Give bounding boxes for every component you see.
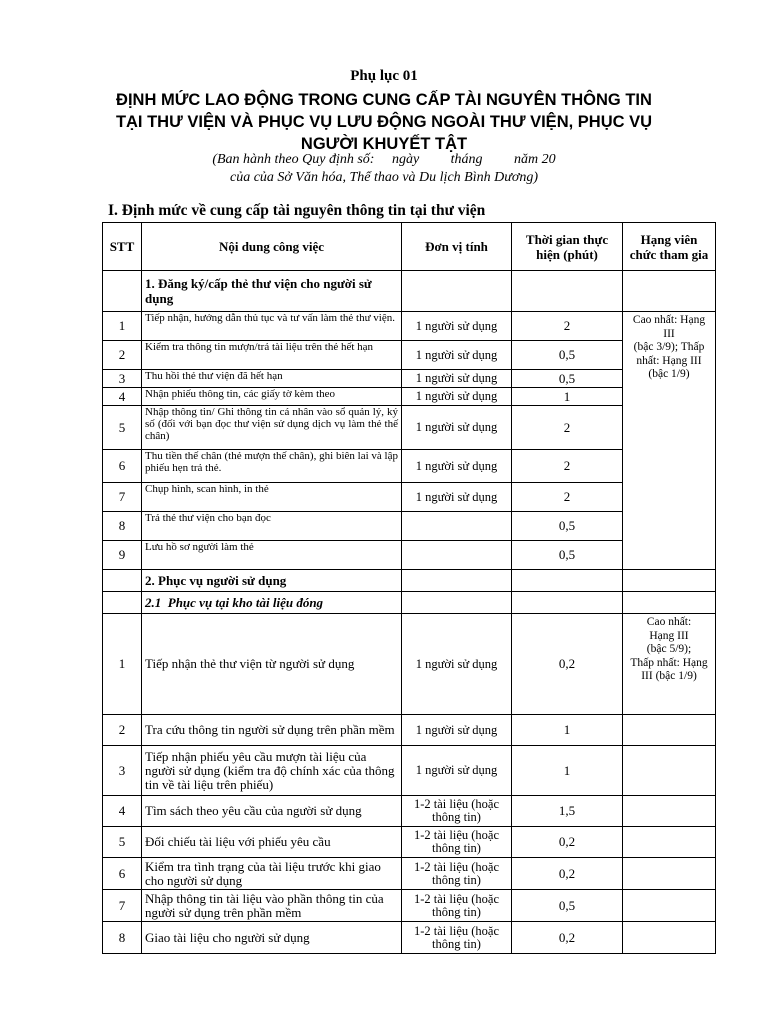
row-task: Tra cứu thông tin người sử dụng trên phần mềm (142, 715, 402, 746)
table-cell (402, 570, 512, 592)
row-stt: 1 (103, 614, 142, 715)
table-cell (402, 271, 512, 312)
table-cell (512, 271, 623, 312)
table-row (103, 827, 716, 858)
row-stt: 3 (103, 370, 142, 388)
row-time: 0,2 (512, 858, 623, 890)
row-task: Nhập thông tin/ Ghi thông tin cá nhân vào sổ quản lý, ký số (đối với bạn đọc thư viện sử dụng dịch vụ làm thẻ thế chân) (142, 406, 402, 450)
group-title: 2. Phục vụ người sử dụng (142, 570, 402, 592)
table-row (103, 922, 716, 954)
row-stt: 5 (103, 827, 142, 858)
table-cell (623, 858, 716, 890)
row-time: 2 (512, 450, 623, 483)
row-time: 0,5 (512, 370, 623, 388)
row-unit: 1-2 tài liệu (hoặc thông tin) (402, 922, 512, 954)
table-cell (103, 271, 142, 312)
table-row (103, 312, 716, 341)
row-stt: 9 (103, 541, 142, 570)
row-task: Tiếp nhận, hướng dẫn thủ tục và tư vấn làm thẻ thư viện. (142, 312, 402, 341)
subtitle-line: (Ban hành theo Quy định số: ngày tháng năm 20 (212, 152, 556, 167)
row-unit: 1-2 tài liệu (hoặc thông tin) (402, 858, 512, 890)
row-task: Đối chiếu tài liệu với phiếu yêu cầu (142, 827, 402, 858)
row-time: 1 (512, 388, 623, 406)
rank-note: Cao nhất: Hạng III (bậc 5/9); Thấp nhất: Hạng III (bậc 1/9) (623, 614, 716, 715)
row-task: Kiểm tra tình trạng của tài liệu trước khi giao cho người sử dụng (142, 858, 402, 890)
header-stt: STT (103, 223, 142, 271)
table-row (103, 614, 716, 715)
row-stt: 6 (103, 858, 142, 890)
row-unit: 1 người sử dụng (402, 406, 512, 450)
group-row (103, 271, 716, 312)
row-time: 0,5 (512, 541, 623, 570)
table-cell (623, 922, 716, 954)
row-unit: 1 người sử dụng (402, 450, 512, 483)
row-time: 0,5 (512, 512, 623, 541)
header-rank: Hạng viên chức tham gia (623, 223, 716, 271)
table-row (103, 746, 716, 796)
row-time: 0,2 (512, 922, 623, 954)
row-unit: 1-2 tài liệu (hoặc thông tin) (402, 890, 512, 922)
row-unit: 1-2 tài liệu (hoặc thông tin) (402, 796, 512, 827)
table-cell (623, 570, 716, 592)
subgroup-row (103, 592, 716, 614)
row-unit: 1-2 tài liệu (hoặc thông tin) (402, 827, 512, 858)
table-cell (103, 592, 142, 614)
row-stt: 3 (103, 746, 142, 796)
row-task: Thu tiền thế chân (thẻ mượn thế chân), ghi biên lai và lập phiếu hẹn trả thẻ. (142, 450, 402, 483)
row-stt: 7 (103, 890, 142, 922)
row-task: Tiếp nhận phiếu yêu cầu mượn tài liệu của người sử dụng (kiểm tra độ chính xác của thông tin về tài liệu trên phiếu) (142, 746, 402, 796)
row-time: 2 (512, 312, 623, 341)
header-task: Nội dung công việc (142, 223, 402, 271)
title-line: NGƯỜI KHUYẾT TẬT (300, 135, 468, 153)
group-title: 1. Đăng ký/cấp thẻ thư viện cho người sử dụng (142, 271, 402, 312)
table-cell (512, 592, 623, 614)
table-cell (623, 890, 716, 922)
table-cell (623, 271, 716, 312)
row-time: 2 (512, 483, 623, 512)
row-unit (402, 512, 512, 541)
row-task: Giao tài liệu cho người sử dụng (142, 922, 402, 954)
rank-note: Cao nhất: Hạng III (bậc 3/9); Thấp nhất: Hạng III (bậc 1/9) (623, 312, 716, 570)
table-cell (623, 715, 716, 746)
row-time: 1 (512, 715, 623, 746)
table-cell (623, 827, 716, 858)
subgroup-title: 2.1 Phục vụ tại kho tài liệu đóng (142, 592, 402, 614)
document-title (0, 89, 768, 155)
row-stt: 8 (103, 922, 142, 954)
subtitle-line: của của Sở Văn hóa, Thể thao và Du lịch Bình Dương) (230, 170, 538, 185)
row-task: Tìm sách theo yêu cầu của người sử dụng (142, 796, 402, 827)
table-header-row (103, 223, 716, 271)
row-unit: 1 người sử dụng (402, 370, 512, 388)
row-time: 0,5 (512, 341, 623, 370)
table-row (103, 890, 716, 922)
title-line: TẠI THƯ VIỆN VÀ PHỤC VỤ LƯU ĐỘNG NGOÀI THƯ VIỆN, PHỤC VỤ (115, 113, 653, 131)
title-line: ĐỊNH MỨC LAO ĐỘNG TRONG CUNG CẤP TÀI NGUYÊN THÔNG TIN (116, 91, 652, 109)
table-cell (402, 592, 512, 614)
row-task: Nhận phiếu thông tin, các giấy tờ kèm theo (142, 388, 402, 406)
section-title: I. Định mức về cung cấp tài nguyên thông tin tại thư viện (108, 202, 486, 219)
labor-norm-table (102, 222, 716, 954)
row-time: 2 (512, 406, 623, 450)
row-task: Lưu hồ sơ người làm thẻ (142, 541, 402, 570)
row-task: Thu hồi thẻ thư viện đã hết hạn (142, 370, 402, 388)
row-unit: 1 người sử dụng (402, 483, 512, 512)
row-stt: 4 (103, 796, 142, 827)
row-stt: 2 (103, 341, 142, 370)
row-task: Tiếp nhận thẻ thư viện từ người sử dụng (142, 614, 402, 715)
table-cell (623, 746, 716, 796)
row-stt: 7 (103, 483, 142, 512)
row-unit: 1 người sử dụng (402, 341, 512, 370)
row-stt: 6 (103, 450, 142, 483)
row-unit: 1 người sử dụng (402, 715, 512, 746)
table-cell (103, 570, 142, 592)
row-task: Chụp hình, scan hình, in thẻ (142, 483, 402, 512)
table-row (103, 796, 716, 827)
row-task: Kiểm tra thông tin mượn/trả tài liệu trên thẻ hết hạn (142, 341, 402, 370)
row-time: 1 (512, 746, 623, 796)
row-stt: 8 (103, 512, 142, 541)
row-stt: 4 (103, 388, 142, 406)
appendix-label: Phụ lục 01 (350, 68, 418, 84)
row-time: 0,5 (512, 890, 623, 922)
header-time: Thời gian thực hiện (phút) (512, 223, 623, 271)
header-unit: Đơn vị tính (402, 223, 512, 271)
table-row (103, 858, 716, 890)
row-unit: 1 người sử dụng (402, 388, 512, 406)
table-row (103, 715, 716, 746)
row-stt: 2 (103, 715, 142, 746)
row-unit: 1 người sử dụng (402, 312, 512, 341)
row-time: 1,5 (512, 796, 623, 827)
row-stt: 1 (103, 312, 142, 341)
row-unit (402, 541, 512, 570)
table-cell (512, 570, 623, 592)
row-unit: 1 người sử dụng (402, 614, 512, 715)
row-unit: 1 người sử dụng (402, 746, 512, 796)
row-time: 0,2 (512, 614, 623, 715)
row-stt: 5 (103, 406, 142, 450)
table-cell (623, 796, 716, 827)
row-time: 0,2 (512, 827, 623, 858)
row-task: Nhập thông tin tài liệu vào phần thông tin của người sử dụng trên phần mềm (142, 890, 402, 922)
table-cell (623, 592, 716, 614)
group-row (103, 570, 716, 592)
row-task: Trả thẻ thư viện cho bạn đọc (142, 512, 402, 541)
